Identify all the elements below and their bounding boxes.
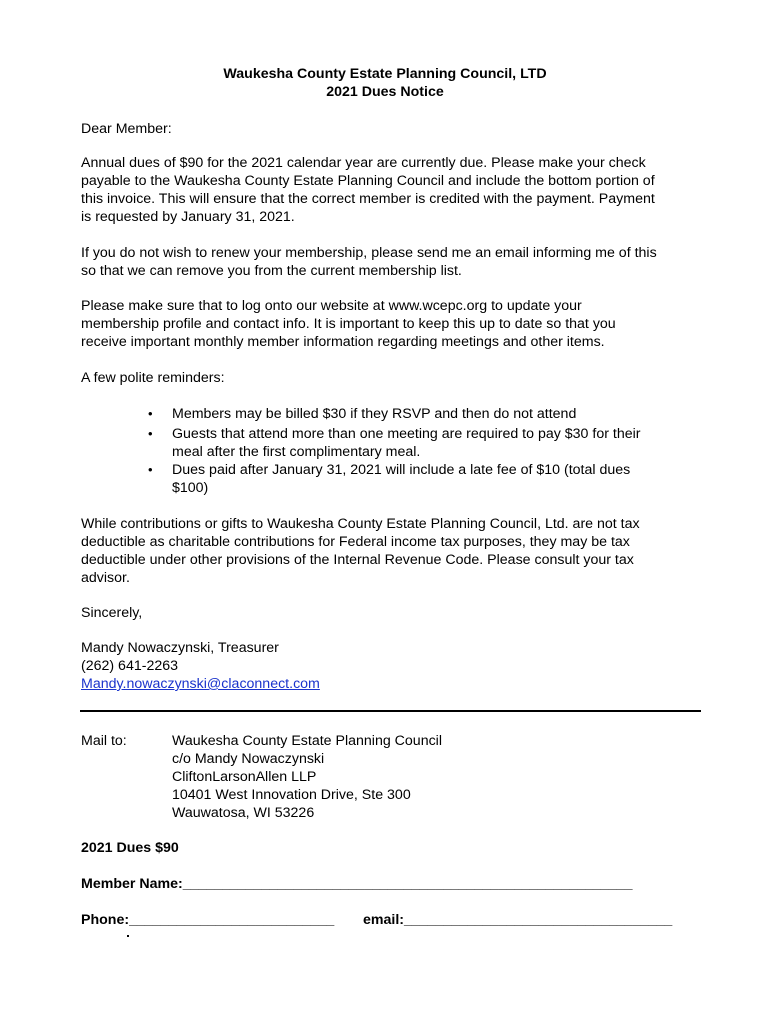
signature-email-link[interactable]: Mandy.nowaczynski@claconnect.com — [81, 676, 320, 692]
paragraph-dues-line: payable to the Waukesha County Estate Planning Council and include the bottom portion of — [81, 173, 655, 189]
mailing-address-line: 10401 West Innovation Drive, Ste 300 — [172, 787, 411, 803]
mail-to-label: Mail to: — [81, 733, 127, 749]
email-field[interactable]: email:__________________________________ — [363, 912, 673, 928]
paragraph-dues-line: Annual dues of $90 for the 2021 calendar year are currently due. Please make your check — [81, 155, 646, 171]
salutation: Dear Member: — [81, 121, 172, 137]
mailing-address-line: Waukesha County Estate Planning Council — [172, 733, 442, 749]
tear-off-divider — [80, 710, 701, 712]
paragraph-renewal-line: If you do not wish to renew your membership, please send me an email informing me of this — [81, 245, 657, 261]
reminder-item-late-fee: Dues paid after January 31, 2021 will include a late fee of $10 (total dues — [172, 462, 631, 478]
paragraph-renewal-line: so that we can remove you from the current membership list. — [81, 263, 462, 279]
mailing-address-line: CliftonLarsonAllen LLP — [172, 769, 317, 785]
paragraph-dues-line: this invoice. This will ensure that the correct member is credited with the payment. Payment — [81, 191, 655, 207]
paragraph-tax-line: advisor. — [81, 570, 130, 586]
paragraph-tax-line: deductible under other provisions of the Internal Revenue Code. Please consult your tax — [81, 552, 634, 568]
mailing-address-line: c/o Mandy Nowaczynski — [172, 751, 325, 767]
bullet-dot: • — [148, 462, 153, 477]
paragraph-website-line: membership profile and contact info. It is important to keep this up to date so that you — [81, 316, 616, 332]
reminder-item-guests-cont: meal after the first complimentary meal. — [172, 444, 421, 460]
bullet-dot: • — [148, 426, 153, 441]
signature-phone: (262) 641-2263 — [81, 658, 179, 674]
reminder-item-late-fee-cont: $100) — [172, 480, 209, 496]
paragraph-dues-line: is requested by January 31, 2021. — [81, 209, 295, 225]
stray-mark — [127, 935, 129, 937]
dues-amount: 2021 Dues $90 — [81, 840, 179, 856]
signature-name: Mandy Nowaczynski, Treasurer — [81, 640, 279, 656]
paragraph-website-line: Please make sure that to log onto our website at www.wcepc.org to update your — [81, 298, 582, 314]
bullet-dot: • — [148, 406, 153, 421]
closing: Sincerely, — [81, 605, 143, 621]
reminder-item-guests: Guests that attend more than one meeting are required to pay $30 for their — [172, 426, 641, 442]
letterhead-subtitle: 2021 Dues Notice — [326, 84, 444, 100]
reminder-item-rsvp: Members may be billed $30 if they RSVP and then do not attend — [172, 406, 577, 422]
paragraph-tax-line: deductible as charitable contributions for Federal income tax purposes, they may be tax — [81, 534, 630, 550]
phone-field[interactable]: Phone:__________________________ — [81, 912, 335, 928]
paragraph-tax-line: While contributions or gifts to Waukesha County Estate Planning Council, Ltd. are not tax — [81, 516, 640, 532]
letterhead-title: Waukesha County Estate Planning Council, LTD — [223, 66, 547, 82]
paragraph-website-line: receive important monthly member information regarding meetings and other items. — [81, 334, 605, 350]
member-name-field[interactable]: Member Name:_________________________________________________________ — [81, 876, 633, 892]
reminders-intro: A few polite reminders: — [81, 370, 225, 386]
mailing-address-line: Wauwatosa, WI 53226 — [172, 805, 315, 821]
